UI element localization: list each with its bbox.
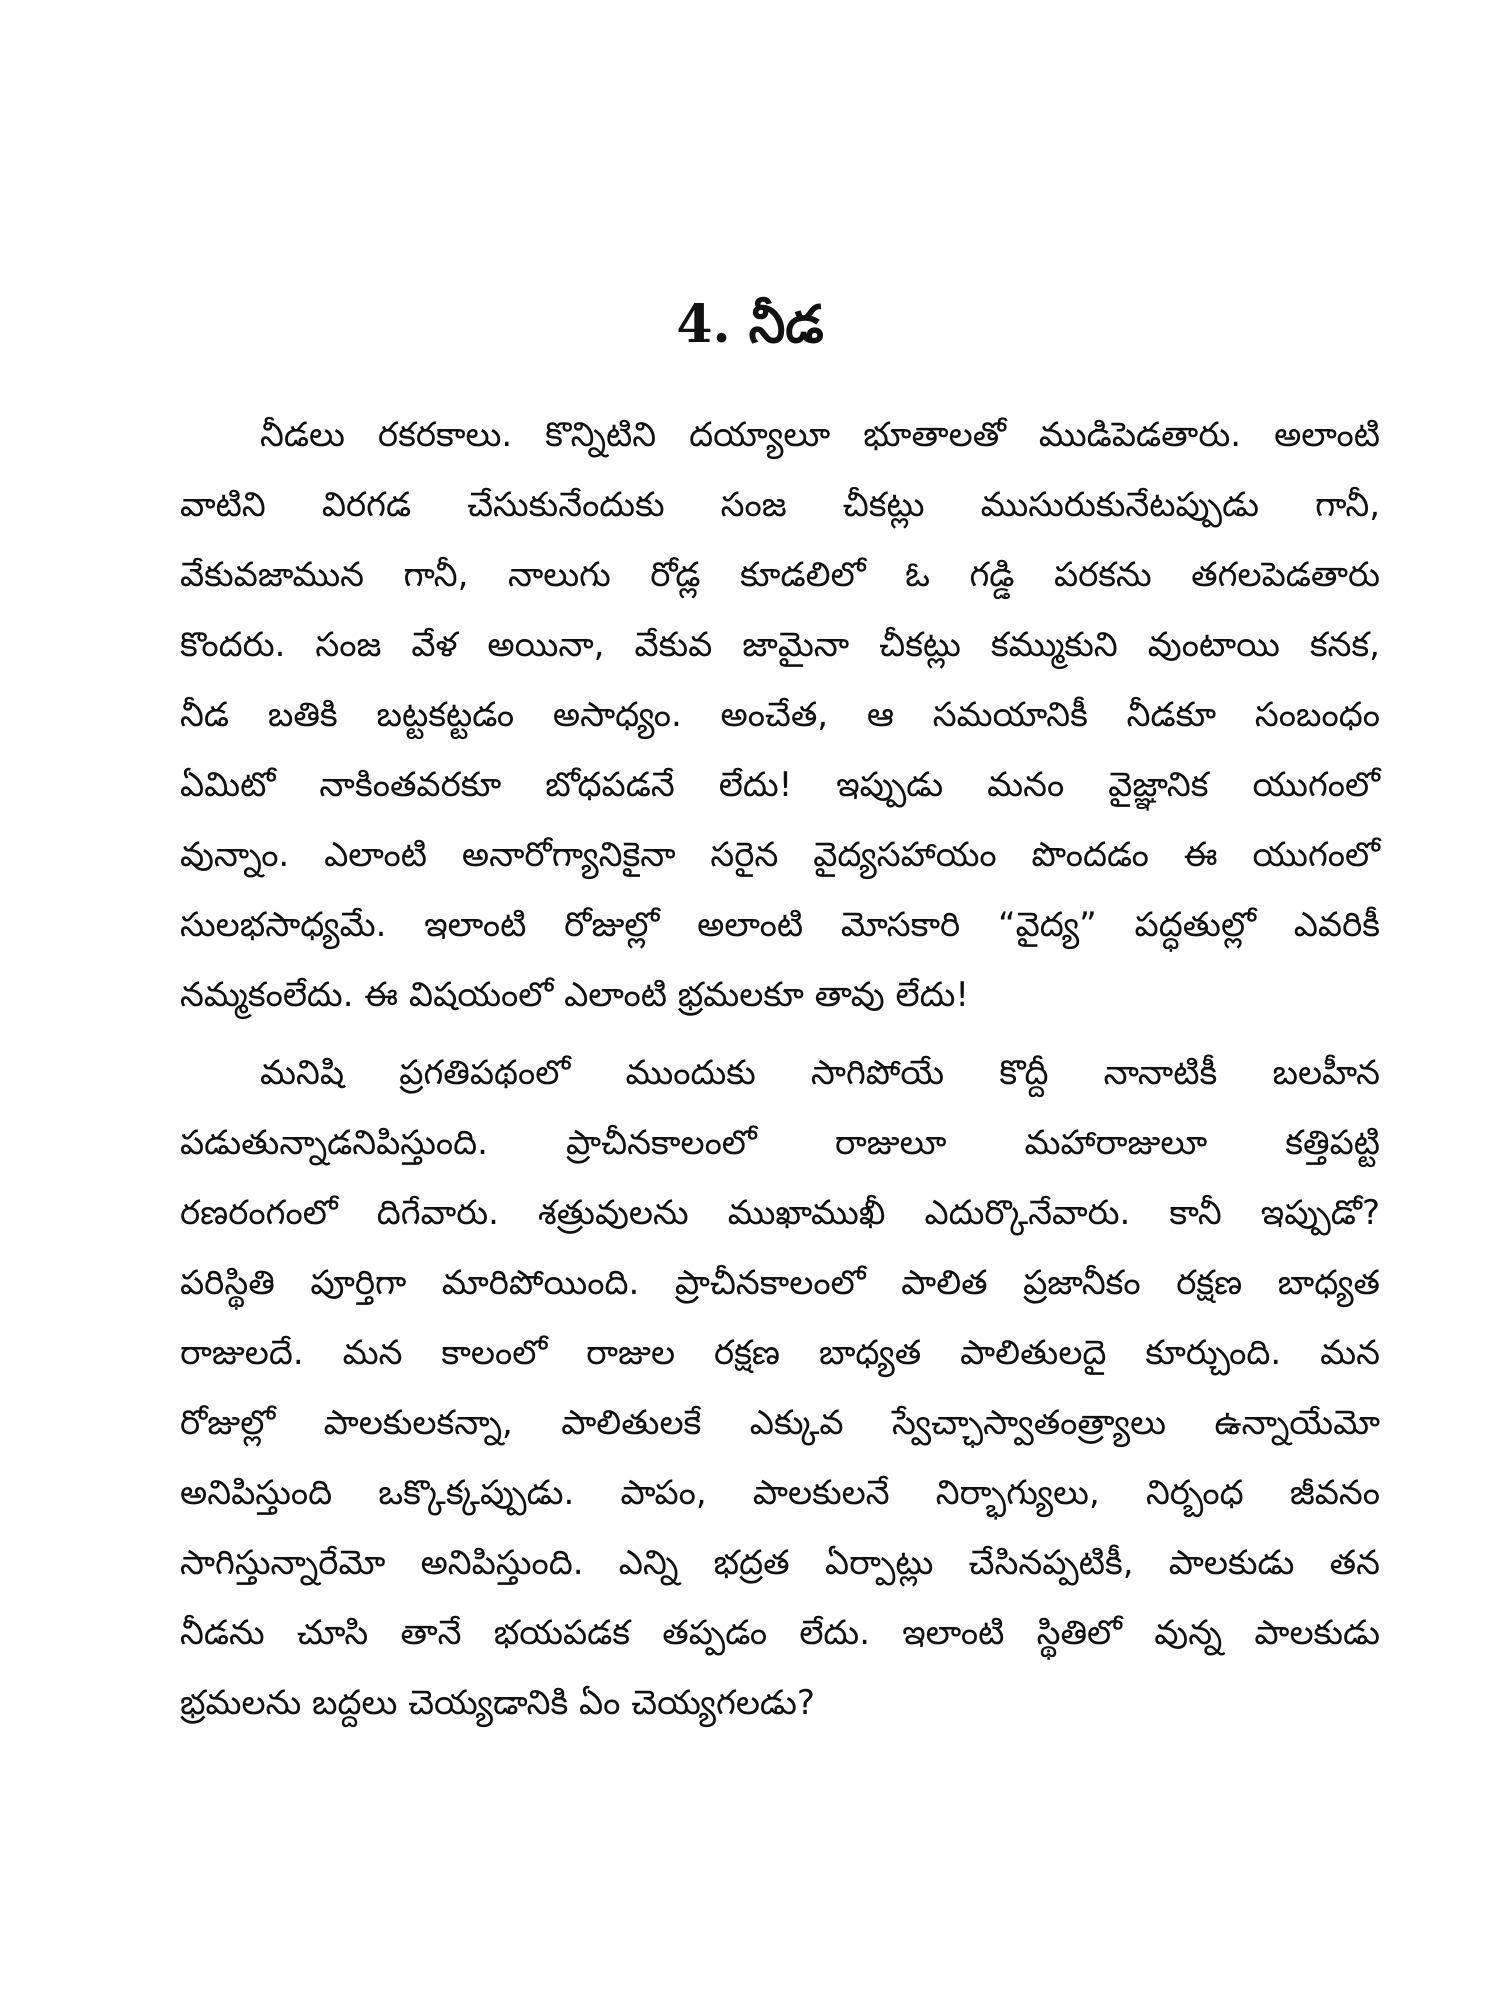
text-line: పడుతున్నాడనిపిస్తుంది. ప్రాచీనకాలంలో రాజులూ మహారాజులూ కత్తిపట్టి xyxy=(180,1123,1380,1163)
text-line: రణరంగంలో దిగేవారు. శత్రువులను ముఖాముఖీ ఎదుర్కొనేవారు. కానీ ఇప్పుడో? xyxy=(180,1193,1380,1233)
text-line: పరిస్థితి పూర్తిగా మారిపోయింది. ప్రాచీనకాలంలో పాలిత ప్రజానీకం రక్షణ బాధ్యత xyxy=(180,1263,1380,1303)
text-line: వాటిని విరగడ చేసుకునేందుకు సంజ చీకట్లు ముసురుకునేటప్పుడు గానీ, xyxy=(180,485,1380,525)
text-line: వేకువజామున గానీ, నాలుగు రోడ్ల కూడలిలో ఓ గడ్డి పరకను తగలపెడతారు xyxy=(180,555,1380,595)
text-line: నీడ బతికి బట్టకట్టడం అసాధ్యం. అంచేత, ఆ సమయానికీ నీడకూ సంబంధం xyxy=(180,695,1380,735)
text-line: నీడలు రకరకాలు. కొన్నిటిని దయ్యాలూ భూతాలతో ముడిపెడతారు. అలాంటి xyxy=(260,415,1380,455)
text-line: రాజులదే. మన కాలంలో రాజుల రక్షణ బాధ్యత పాలితులదై కూర్చుంది. మన xyxy=(180,1333,1380,1373)
paragraph-1 xyxy=(180,400,1380,1030)
text-line: ఏమిటో నాకింతవరకూ బోధపడనే లేదు! ఇప్పుడు మనం వైజ్ఞానిక యుగంలో xyxy=(180,765,1380,805)
text-line: రోజుల్లో పాలకులకన్నా, పాలితులకే ఎక్కువ స్వేచ్ఛాస్వాతంత్ర్యాలు ఉన్నాయేమో xyxy=(180,1403,1380,1443)
text-line: అనిపిస్తుంది ఒక్కొక్కప్పుడు. పాపం, పాలకులనే నిర్భాగ్యులు, నిర్బంధ జీవనం xyxy=(180,1473,1380,1513)
text-line: నీడను చూసి తానే భయపడక తప్పడం లేదు. ఇలాంటి స్థితిలో వున్న పాలకుడు xyxy=(180,1613,1380,1653)
chapter-body xyxy=(180,400,1380,1746)
text-line: వున్నాం. ఎలాంటి అనారోగ్యానికైనా సరైన వైద్యసహాయం పొందడం ఈ యుగంలో xyxy=(180,835,1380,875)
text-line: సాగిస్తున్నారేమో అనిపిస్తుంది. ఎన్ని భద్రత ఏర్పాట్లు చేసినప్పటికీ, పాలకుడు తన xyxy=(180,1543,1380,1583)
text-line: నమ్మకంలేదు. ఈ విషయంలో ఎలాంటి భ్రమలకూ తావు లేదు! xyxy=(180,975,969,1015)
text-line: భ్రమలను బద్దలు చెయ్యడానికి ఏం చెయ్యగలడు? xyxy=(180,1683,815,1723)
text-line: కొందరు. సంజ వేళ అయినా, వేకువ జామైనా చీకట్లు కమ్ముకుని వుంటాయి కనక, xyxy=(180,625,1380,665)
paragraph-2 xyxy=(180,1038,1380,1738)
chapter-title: 4. నీడ xyxy=(676,294,824,355)
text-line: మనిషి ప్రగతిపథంలో ముందుకు సాగిపోయే కొద్దీ నానాటికీ బలహీన xyxy=(260,1053,1380,1093)
text-line: సులభసాధ్యమే. ఇలాంటి రోజుల్లో అలాంటి మోసకారి “వైద్య” పద్ధతుల్లో ఎవరికీ xyxy=(180,905,1380,945)
